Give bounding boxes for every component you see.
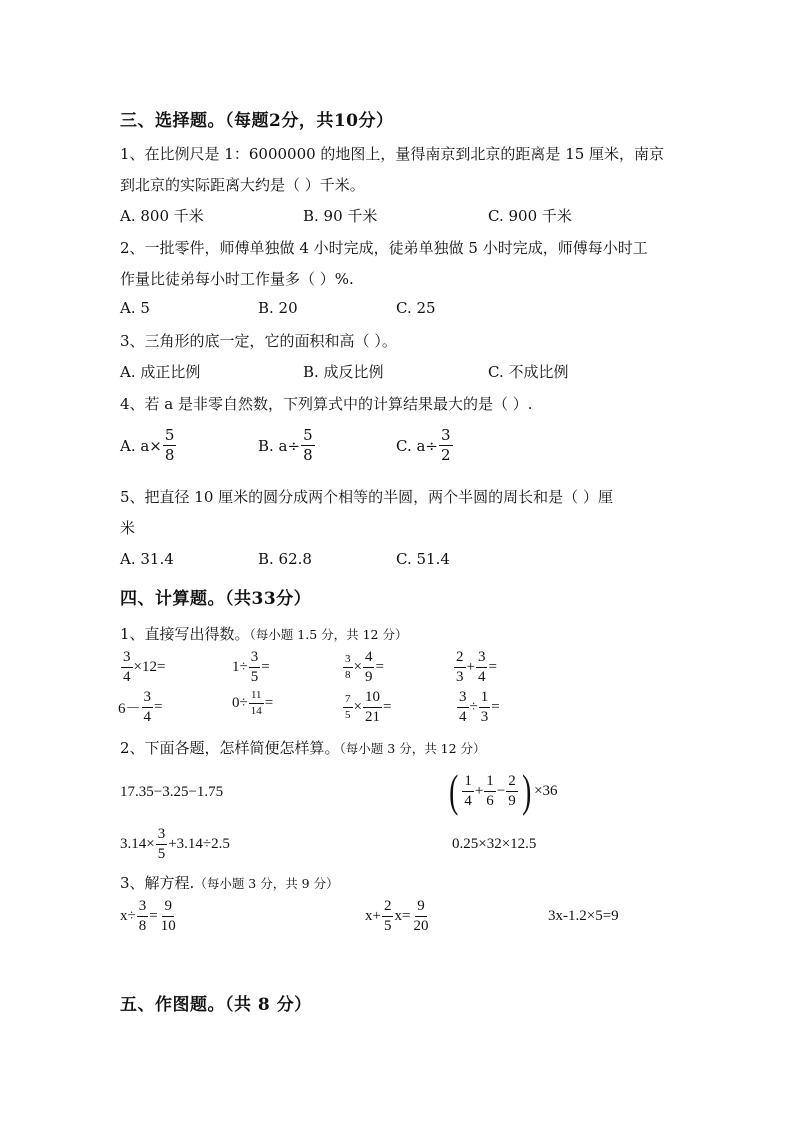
fraction bbox=[439, 428, 453, 463]
expr-tail: = bbox=[488, 659, 497, 675]
denominator: 9 bbox=[508, 792, 516, 809]
numerator: 11 bbox=[249, 690, 264, 704]
denominator: 5 bbox=[157, 846, 166, 862]
fraction bbox=[363, 650, 375, 685]
fraction bbox=[479, 690, 491, 725]
denominator: 2 bbox=[441, 446, 451, 464]
numerator: 3 bbox=[476, 650, 488, 668]
numerator: 9 bbox=[162, 899, 174, 917]
p1-title-line bbox=[120, 623, 407, 644]
simplify-e2 bbox=[446, 765, 558, 816]
q4-option-a bbox=[120, 428, 177, 463]
fraction bbox=[142, 690, 154, 725]
numerator: 3 bbox=[137, 899, 149, 917]
q1-option-a: A. 800 千米 bbox=[120, 207, 204, 225]
fraction bbox=[382, 899, 394, 934]
q3-line1: 3、三角形的底一定，它的面积和高（ ）。 bbox=[120, 332, 397, 350]
calc-r2c1 bbox=[118, 690, 162, 725]
q1-line2: 到北京的实际距离大约是（ ）千米。 bbox=[120, 176, 365, 194]
calc-r1c4 bbox=[453, 650, 497, 685]
equation-3: 3x-1.2×5=9 bbox=[548, 908, 619, 924]
calc-r1c2 bbox=[232, 650, 270, 685]
section3-title: 三、选择题。（每题2分，共10分） bbox=[120, 111, 394, 131]
operator: − bbox=[496, 782, 506, 799]
numerator: 9 bbox=[415, 899, 427, 917]
q5-option-b: B. 62.8 bbox=[258, 550, 312, 568]
fraction bbox=[343, 654, 353, 681]
p3-title: 3、解方程. bbox=[120, 874, 195, 892]
simplify-e4: 0.25×32×12.5 bbox=[452, 836, 537, 852]
left-paren: ( bbox=[449, 765, 459, 816]
numerator: 7 bbox=[343, 694, 353, 708]
numerator: 3 bbox=[457, 690, 469, 708]
operator: ÷ bbox=[469, 699, 478, 715]
q4-line1: 4、若 a 是非零自然数，下列算式中的计算结果最大的是（ ）. bbox=[120, 395, 533, 413]
numerator: 3 bbox=[343, 654, 353, 668]
denominator: 4 bbox=[143, 709, 152, 725]
denominator: 5 bbox=[250, 669, 259, 685]
fraction bbox=[159, 899, 178, 934]
denominator: 4 bbox=[477, 669, 486, 685]
numerator: 3 bbox=[121, 650, 133, 668]
fraction bbox=[249, 650, 261, 685]
denominator: 5 bbox=[345, 709, 351, 721]
expr-head: 6－ bbox=[118, 701, 141, 717]
expr-tail: = bbox=[154, 699, 163, 715]
denominator: 8 bbox=[164, 446, 175, 464]
fraction bbox=[506, 774, 518, 809]
operator: × bbox=[353, 699, 362, 715]
numerator: 4 bbox=[363, 650, 375, 668]
q4-option-b bbox=[258, 428, 316, 463]
denominator: 3 bbox=[456, 669, 464, 685]
fraction bbox=[163, 428, 177, 463]
denominator: 4 bbox=[459, 709, 467, 725]
denominator: 6 bbox=[486, 792, 494, 809]
fraction bbox=[363, 690, 382, 725]
equals: x= bbox=[394, 908, 411, 924]
p3-note: （每小题 3 分，共 9 分） bbox=[194, 876, 339, 891]
q2-option-a: A. 5 bbox=[120, 299, 150, 317]
section5-title: 五、作图题。（共 8 分） bbox=[120, 995, 312, 1015]
denominator: 5 bbox=[383, 918, 392, 934]
p2-title: 2、下面各题，怎样简便怎样算。 bbox=[120, 739, 340, 757]
q1-option-c: C. 900 千米 bbox=[488, 207, 572, 225]
fraction bbox=[462, 774, 474, 809]
calc-r2c4 bbox=[456, 690, 500, 725]
calc-r1c3 bbox=[342, 650, 384, 685]
denominator: 21 bbox=[364, 709, 380, 725]
denominator: 8 bbox=[303, 446, 313, 464]
fraction bbox=[121, 650, 133, 685]
q5-option-a: A. 31.4 bbox=[120, 550, 174, 568]
denominator: 8 bbox=[138, 918, 147, 934]
denominator: 4 bbox=[464, 792, 472, 809]
operator: + bbox=[474, 782, 484, 799]
numerator: 2 bbox=[454, 650, 466, 668]
q5-line1: 5、把直径 10 厘米的圆分成两个相等的半圆，两个半圆的周长和是（ ）厘 bbox=[120, 488, 613, 506]
q3-option-a: A. 成正比例 bbox=[120, 363, 201, 381]
expr-head: 3.14× bbox=[120, 836, 155, 852]
expr-tail: ×36 bbox=[534, 782, 558, 799]
q4-option-c bbox=[396, 428, 454, 463]
denominator: 14 bbox=[250, 705, 262, 717]
simplify-e3 bbox=[120, 827, 230, 862]
fraction bbox=[454, 650, 466, 685]
numerator: 5 bbox=[303, 426, 313, 444]
fraction bbox=[457, 690, 469, 725]
denominator: 4 bbox=[123, 669, 131, 685]
fraction bbox=[343, 694, 353, 721]
p1-note: （每小题 1.5 分，共 12 分） bbox=[249, 627, 408, 642]
expr-tail: = bbox=[382, 699, 392, 715]
denominator: 8 bbox=[345, 669, 351, 681]
q2-option-b: B. 20 bbox=[258, 299, 298, 317]
q2-line1: 2、一批零件，师傅单独做 4 小时完成，徒弟单独做 5 小时完成，师傅每小时工 bbox=[120, 239, 648, 257]
numerator: 1 bbox=[479, 690, 491, 708]
q3-option-c: C. 不成比例 bbox=[488, 363, 569, 381]
q1-option-b: B. 90 千米 bbox=[303, 207, 378, 225]
numerator: 3 bbox=[249, 650, 261, 668]
fraction bbox=[411, 899, 430, 934]
q4-option-c-label: C. a÷ bbox=[396, 436, 438, 455]
numerator: 2 bbox=[506, 774, 518, 792]
numerator: 3 bbox=[156, 827, 168, 845]
expr-head: 1÷ bbox=[232, 659, 248, 675]
numerator: 10 bbox=[363, 690, 382, 708]
numerator: 2 bbox=[382, 899, 394, 917]
fraction bbox=[156, 827, 168, 862]
operator: + bbox=[466, 659, 475, 675]
expr-head: 0÷ bbox=[232, 695, 248, 711]
expr-tail: = bbox=[375, 659, 384, 675]
denominator: 10 bbox=[160, 918, 176, 934]
simplify-e1: 17.35−3.25−1.75 bbox=[120, 784, 224, 800]
denominator: 3 bbox=[480, 709, 489, 725]
expr-tail: +3.14÷2.5 bbox=[168, 836, 230, 852]
denominator: 20 bbox=[413, 918, 429, 934]
equation-1 bbox=[120, 899, 179, 934]
p1-title: 1、直接写出得数。 bbox=[120, 625, 250, 643]
expr-tail: ×12= bbox=[133, 659, 166, 675]
fraction bbox=[249, 690, 264, 717]
q3-option-b: B. 成反比例 bbox=[303, 363, 384, 381]
q5-option-c: C. 51.4 bbox=[396, 550, 450, 568]
fraction bbox=[476, 650, 488, 685]
fraction bbox=[301, 428, 315, 463]
equation-2 bbox=[365, 899, 431, 934]
numerator: 3 bbox=[142, 690, 154, 708]
p3-title-line bbox=[120, 872, 339, 893]
expr-tail: = bbox=[491, 699, 500, 715]
right-paren: ) bbox=[521, 765, 532, 816]
expr-head: x÷ bbox=[120, 908, 136, 924]
numerator: 5 bbox=[164, 426, 175, 444]
numerator: 1 bbox=[462, 774, 474, 792]
expr-tail: = bbox=[261, 659, 270, 675]
denominator: 9 bbox=[364, 669, 373, 685]
calc-r2c2 bbox=[232, 690, 273, 717]
q1-line1: 1、在比例尺是 1：6000000 的地图上，量得南京到北京的距离是 15 厘米，南京 bbox=[120, 145, 665, 163]
q4-option-b-label: B. a÷ bbox=[258, 436, 301, 455]
numerator: 1 bbox=[484, 774, 496, 792]
q5-line2: 米 bbox=[120, 519, 136, 537]
equals: = bbox=[149, 908, 158, 924]
section4-title: 四、计算题。（共33分） bbox=[120, 589, 312, 609]
q4-option-a-label: A. a× bbox=[120, 436, 162, 455]
q2-line2: 作量比徒弟每小时工作量多（ ）%. bbox=[120, 270, 354, 288]
expr-head: x+ bbox=[365, 908, 381, 924]
operator: × bbox=[353, 659, 362, 675]
fraction bbox=[137, 899, 149, 934]
p2-note: （每小题 3 分，共 12 分） bbox=[339, 741, 486, 756]
p2-title-line bbox=[120, 737, 486, 758]
calc-r1c1 bbox=[120, 650, 165, 685]
numerator: 3 bbox=[441, 426, 451, 444]
q2-option-c: C. 25 bbox=[396, 299, 436, 317]
calc-r2c3 bbox=[342, 690, 391, 725]
fraction bbox=[484, 774, 496, 809]
expr-tail: = bbox=[264, 695, 274, 711]
